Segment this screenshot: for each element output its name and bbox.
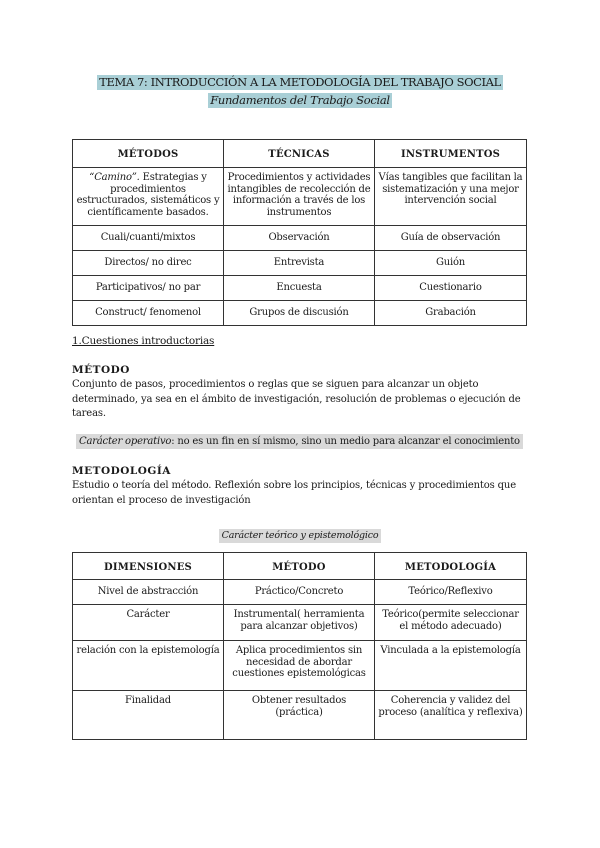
methods-table	[72, 139, 527, 326]
cell-text: Estrategias y procedimientos estructurados, sistemáticos y científicamente basados.	[76, 172, 220, 218]
subtitle-block	[0, 89, 600, 108]
table-cell: Obtener resultados (práctica)	[224, 691, 375, 740]
table-cell: Entrevista	[224, 251, 375, 276]
metodologia-definition: Estudio o teoría del método. Reflexión sobre los principios, técnicas y procedimientos que orientan el proceso de investigación	[72, 480, 516, 506]
table-cell: Encuesta	[224, 276, 375, 301]
table-row	[73, 251, 527, 276]
table-cell: Carácter	[73, 605, 224, 641]
table-row	[73, 301, 527, 326]
document-title: TEMA 7: INTRODUCCIÓN A LA METODOLOGÍA DEL TRABAJO SOCIAL	[99, 75, 501, 89]
document-subtitle: Fundamentos del Trabajo Social	[210, 93, 390, 107]
table-cell: Vías tangibles que facilitan la sistematización y una mejor intervención social	[375, 168, 527, 226]
table-cell: relación con la epistemología	[73, 641, 224, 691]
table-cell: Participativos/ no par	[73, 276, 224, 301]
section-heading-link[interactable]: 1.Cuestiones introductorias	[72, 335, 215, 347]
table-row	[73, 580, 527, 605]
table-cell: Directos/ no direc	[73, 251, 224, 276]
header-instrumentos: INSTRUMENTOS	[375, 140, 527, 168]
table-cell: Construct/ fenomenol	[73, 301, 224, 326]
table-cell: Práctico/Concreto	[224, 580, 375, 605]
table-cell: Instrumental( herramienta para alcanzar objetivos)	[224, 605, 375, 641]
caption-block	[0, 523, 600, 543]
table-cell	[73, 168, 224, 226]
table-cell: Nivel de abstracción	[73, 580, 224, 605]
table-header-row	[73, 553, 527, 580]
table-cell: Coherencia y validez del proceso (analítica y reflexiva)	[375, 691, 527, 740]
highlight-emphasis: Carácter operativo	[79, 436, 172, 447]
highlight-text: : no es un fin en sí mismo, sino un medio para alcanzar el conocimiento	[171, 436, 520, 447]
header-metodologia: METODOLOGÍA	[375, 553, 527, 580]
dimensions-table	[72, 552, 527, 740]
header-metodos: MÉTODOS	[73, 140, 224, 168]
theoretical-character-caption: Carácter teórico y epistemológico	[219, 529, 382, 543]
metodologia-heading: METODOLOGÍA	[72, 465, 171, 477]
table-cell: Teórico(permite seleccionar el método adecuado)	[375, 605, 527, 641]
table-row	[73, 641, 527, 691]
table-cell: Finalidad	[73, 691, 224, 740]
table-row	[73, 226, 527, 251]
table-cell: Procedimientos y actividades intangibles de recolección de información a través de los instrumentos	[224, 168, 375, 226]
table-cell: Observación	[224, 226, 375, 251]
title-block	[0, 71, 600, 90]
header-dimensiones: DIMENSIONES	[73, 553, 224, 580]
operative-character-highlight	[76, 434, 523, 449]
table-cell: Guión	[375, 251, 527, 276]
metodo-heading: MÉTODO	[72, 364, 130, 376]
table-cell: Teórico/Reflexivo	[375, 580, 527, 605]
table-row	[73, 605, 527, 641]
table-cell: Aplica procedimientos sin necesidad de abordar cuestiones epistemológicas	[224, 641, 375, 691]
table-cell: Grabación	[375, 301, 527, 326]
table-cell: Grupos de discusión	[224, 301, 375, 326]
table-header-row	[73, 140, 527, 168]
header-metodo: MÉTODO	[224, 553, 375, 580]
metodo-definition: Conjunto de pasos, procedimientos o reglas que se siguen para alcanzar un objeto determinado, ya sea en el ámbito de investigación, resolución de problemas o ejecución de tareas.	[72, 379, 521, 419]
table-cell: Vinculada a la epistemología	[375, 641, 527, 691]
header-tecnicas: TÉCNICAS	[224, 140, 375, 168]
table-cell: Cuestionario	[375, 276, 527, 301]
table-row	[73, 168, 527, 226]
table-cell: Cuali/cuanti/mixtos	[73, 226, 224, 251]
table-row	[73, 691, 527, 740]
table-cell: Guía de observación	[375, 226, 527, 251]
camino-emphasis: “Camino”.	[89, 172, 140, 183]
table-row	[73, 276, 527, 301]
